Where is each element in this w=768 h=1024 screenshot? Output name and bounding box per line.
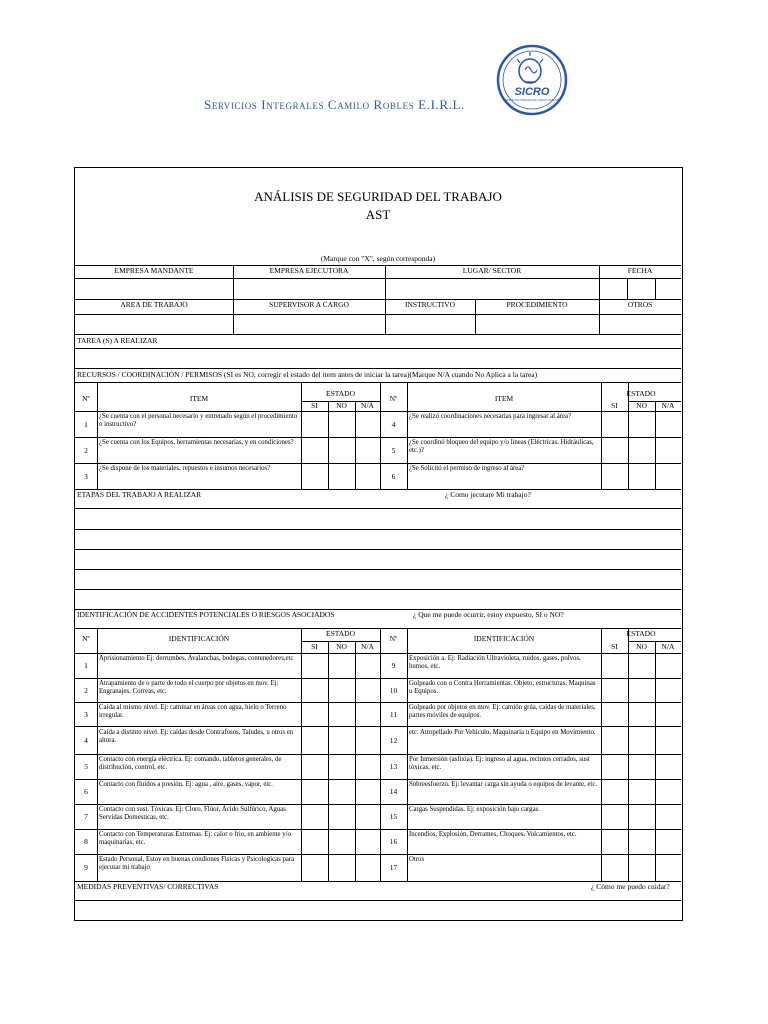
col-estado: ESTADO <box>626 389 656 398</box>
stages-question: ¿ Como jecutare Mi trabajo? <box>445 490 531 499</box>
resource-number: 2 <box>84 446 88 455</box>
resource-number: 3 <box>84 472 88 481</box>
risk-number: 15 <box>389 812 398 821</box>
risk-number: 16 <box>389 837 398 846</box>
col-estado: ESTADO <box>326 389 355 398</box>
risk-number: 1 <box>84 661 88 670</box>
resource-number: 1 <box>84 420 88 429</box>
risk-number: 12 <box>389 736 398 745</box>
risk-item: Contacto con fluidos a presión. Ej: agua , aire, gases, vapor, etc. <box>99 781 273 788</box>
resources-label: RECURSOS / COORDINACIÓN / PERMISOS (SI es NO, corregir el estado del item antes de iniciar la tarea)(Marque N/A cuando No Aplica a la tarea) <box>77 370 538 379</box>
col-identificacion: IDENTIFICACIÓN <box>168 634 230 643</box>
header-area-trabajo: AREA DE TRABAJO <box>120 300 188 309</box>
svg-text:SERVICIOS INTEGRALES CAMILO RO: SERVICIOS INTEGRALES CAMILO ROBLES <box>505 99 559 102</box>
risk-item: Atrapamiento de o parte de todo el cuerpo por objetos en mov. Ej: Engranajes, Correas, etc. <box>99 680 279 696</box>
task-label: TAREA (S) A REALIZAR <box>77 336 158 345</box>
risk-item: Cargas Suspendidas. Ej: exposición bajo cargas. <box>409 806 540 813</box>
risk-item: Aprisionamiento Ej: derrumbes, Avalanchas, bodegas, contenedores,etc <box>99 655 294 662</box>
risk-item: Contacto con sust. Tóxicas. Ej: Cloro, Flúor, Ácido Sulfúrico, Aguas Servidas Domesticas, etc. <box>99 806 286 822</box>
form-subtitle: AST <box>365 207 391 222</box>
resource-item: ¿Se realizó coordinaciones necesarias para ingresar al área? <box>409 413 572 420</box>
col-n: Nº <box>82 394 90 403</box>
col-no: NO <box>336 642 347 651</box>
risk-item: Contacto con energía eléctrica. Ej: comando, tableros generales, de distribución, control, etc. <box>99 756 282 772</box>
risk-item: Caída a distinto nivel. Ej: caídas desde Contrafosos, Taludes, u otros en altura. <box>99 729 294 745</box>
col-no: NO <box>636 401 647 410</box>
risk-item: Golpeado con o Contra Herramientas. Objeto, estructuras, Maquinas u Equipos. <box>409 680 596 696</box>
risk-item: Exposición a. Ej: Radiación Ultravioleta, ruidos, gases, polvos, humos, etc. <box>409 655 581 671</box>
col-na: N/A <box>361 642 374 651</box>
company-name: Servicios Integrales Camilo Robles E.I.R.L. <box>204 97 465 112</box>
col-estado: ESTADO <box>626 629 656 638</box>
risk-number: 11 <box>389 710 398 719</box>
resource-number: 5 <box>391 446 396 455</box>
risk-item: Sobreesfuerzo. Ej: levantar carga sin ayuda o equipos de levante, etc. <box>409 781 598 788</box>
col-si: SI <box>311 642 318 651</box>
risk-number: 6 <box>84 787 88 796</box>
header-procedimiento: PROCEDIMIENTO <box>506 300 568 309</box>
col-si: SI <box>611 642 618 651</box>
risk-item: Incendios, Explosión, Derrames, Choques, Volcamientos, etc. <box>409 831 577 838</box>
risks-question: ¿ Que me puede ocurrir, estoy expuesto, SI o NO? <box>413 610 564 619</box>
ast-form <box>74 167 683 921</box>
header-empresa-mandante: EMPRESA MANDANTE <box>114 266 194 275</box>
resource-item: ¿Se dispone de los materiales, repuestos e insumos necesarios? <box>99 465 271 472</box>
col-na: N/A <box>661 642 675 651</box>
header-lugar-sector: LUGAR/ SECTOR <box>462 266 522 275</box>
col-item: ITEM <box>494 394 514 403</box>
col-n: Nº <box>82 634 90 643</box>
risk-number: 8 <box>84 837 88 846</box>
header-otros: OTROS <box>627 300 653 309</box>
resource-item: ¿Se cuenta con el personal necesario y entrenado según el procedimiento o instructivo? <box>99 413 298 429</box>
col-estado: ESTADO <box>326 629 355 638</box>
resource-item: ¿Se cuenta con los Equipos, herramientas necesarias, y en condiciones? <box>99 439 294 446</box>
resource-item: ¿Se coordinó bloqueo del equipo y/o lineas (Eléctricas, Hidráulicas, etc.)? <box>409 439 594 455</box>
risk-item: Por Inmersión (asfixia). Ej: ingreso al agua, recintos cerrados, sust tóxicas, etc. <box>409 756 590 772</box>
risks-label: IDENTIFICACIÓN DE ACCIDENTES POTENCIALES O RIESGOS ASOCIADOS <box>77 610 335 619</box>
header-supervisor: SUPERVISOR A CARGO <box>269 300 349 309</box>
risk-number: 3 <box>84 710 88 719</box>
header-instructivo: INSTRUCTIVO <box>405 300 455 309</box>
form-instruction: (Marque con "X", según corresponda) <box>320 254 436 263</box>
risk-number: 9 <box>391 661 396 670</box>
form-title: ANÁLISIS DE SEGURIDAD DEL TRABAJO <box>254 189 502 204</box>
risk-number: 17 <box>389 863 398 872</box>
col-item: ITEM <box>189 394 209 403</box>
col-identificacion: IDENTIFICACIÓN <box>473 634 535 643</box>
risk-item: Contacto con Temperaturas Extremas. Ej: calor o frio, en ambiente y/o maquinarias, etc. <box>99 831 291 847</box>
risk-number: 7 <box>84 812 88 821</box>
col-si: SI <box>311 401 318 410</box>
col-na: N/A <box>661 401 675 410</box>
resource-number: 4 <box>391 420 396 429</box>
sicro-logo <box>496 44 568 116</box>
col-si: SI <box>611 401 618 410</box>
col-no: NO <box>336 401 347 410</box>
risk-number: 9 <box>84 863 88 872</box>
measures-label: MEDIDAS PREVENTIVAS/ CORRECTIVAS <box>77 882 219 891</box>
risk-item: etc. Atropellado Por Vehículo, Maquinaria u Equipo en Movimiento. <box>409 729 596 736</box>
risk-number: 13 <box>389 762 398 771</box>
risk-item: Estado Personal, Estoy en buenas condiones Fisicas y Psicologicas para ejecutar mi trabajo <box>99 856 295 872</box>
risk-number: 4 <box>84 736 88 745</box>
risk-number: 2 <box>84 686 88 695</box>
svg-text:SICRO: SICRO <box>514 86 550 98</box>
risk-item: Golpeado por objetos en mov. Ej: camión grúa, caídas de materiales, partes móviles de equipos. <box>409 704 596 720</box>
col-n: Nº <box>389 634 398 643</box>
resource-item: ¿Se Solicitó el permiso de ingreso al área? <box>409 465 525 472</box>
risk-number: 14 <box>389 787 398 796</box>
resource-number: 6 <box>391 472 396 481</box>
col-no: NO <box>636 642 647 651</box>
risk-number: 5 <box>84 762 88 771</box>
header-empresa-ejecutora: EMPRESA EJECUTORA <box>269 266 349 275</box>
header-fecha: FECHA <box>627 266 653 275</box>
stages-label: ETAPAS DEL TRABAJO A REALIZAR <box>77 490 202 499</box>
risk-number: 10 <box>389 686 398 695</box>
measures-question: ¿ Cómo me puedo cuidar? <box>591 882 670 891</box>
col-na: N/A <box>361 401 374 410</box>
col-n: Nº <box>389 394 398 403</box>
risk-item: Caída al mismo nivel. Ej: caminar en áreas con agua, hielo o Terreno irregular. <box>99 704 287 720</box>
risk-item: Otros <box>409 856 425 863</box>
